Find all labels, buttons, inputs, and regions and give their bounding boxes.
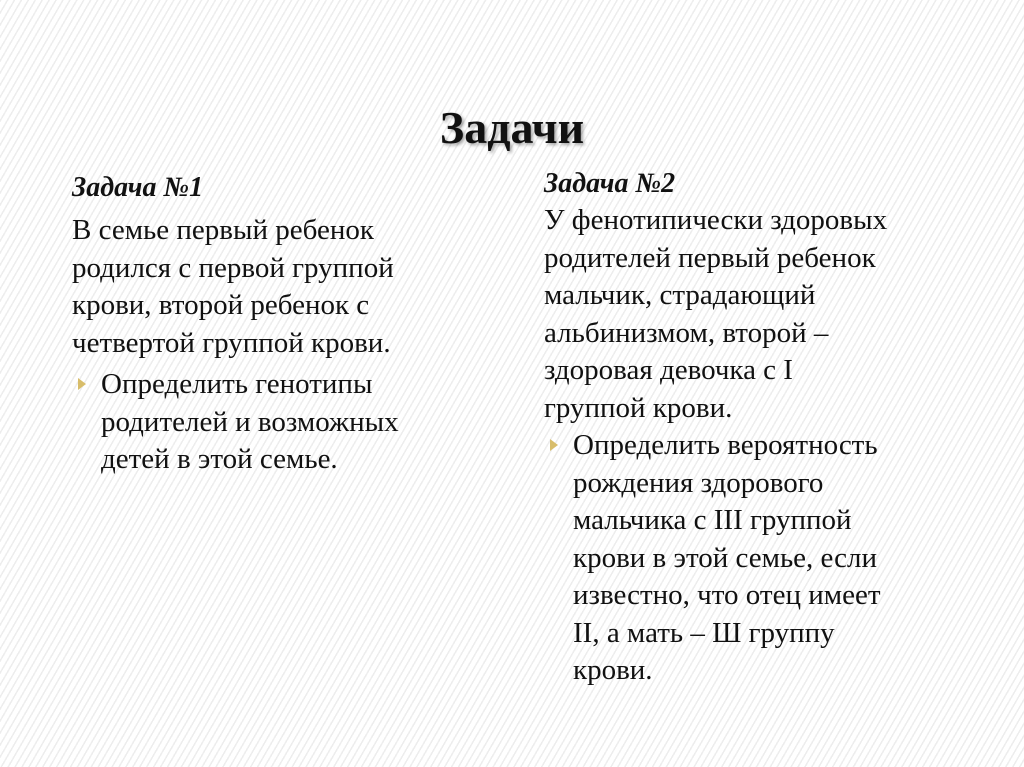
task-2-question-line: крови в этой семье, если xyxy=(573,541,878,574)
task-2-heading: Задача №2 xyxy=(544,168,676,199)
task-2-body-line: родителей первый ребенок xyxy=(544,241,876,274)
task-2-column xyxy=(544,166,974,690)
task-2-question-line: рождения здорового xyxy=(573,466,824,499)
task-2-question-line: мальчика с III группой xyxy=(573,504,852,536)
triangle-bullet-icon xyxy=(78,378,86,390)
task-2-body-line: альбинизмом, второй – xyxy=(544,316,829,349)
task-1-question-line: детей в этой семье. xyxy=(101,443,338,475)
task-1-body xyxy=(72,212,492,362)
task-2-body xyxy=(544,202,974,427)
task-2-question-line: известно, что отец имеет xyxy=(573,579,881,611)
task-1-body-line: крови, второй ребенок с xyxy=(72,289,370,321)
task-1-question-line: Определить генотипы xyxy=(101,368,373,400)
task-1-question-line: родителей и возможных xyxy=(101,405,399,438)
task-2-body-line: группой крови. xyxy=(544,391,733,424)
task-1-body-line: В семье первый ребенок xyxy=(72,214,374,246)
task-1-heading: Задача №1 xyxy=(72,172,204,203)
task-1-body-line: четвертой группой крови. xyxy=(72,326,391,359)
task-2-question-line: II, а мать – Ш группу xyxy=(573,616,835,649)
task-2-question-line: крови. xyxy=(573,654,653,686)
task-2-body-line: У фенотипически здоровых xyxy=(544,204,888,236)
slide-title: Задачи xyxy=(439,101,585,153)
task-1-body-line: родился с первой группой xyxy=(72,251,394,284)
task-1-column xyxy=(72,170,492,479)
task-2-body-line: мальчик, страдающий xyxy=(544,279,816,311)
triangle-bullet-icon xyxy=(550,439,558,451)
task-2-question xyxy=(544,427,974,690)
task-2-body-line: здоровая девочка с I xyxy=(544,354,793,386)
task-2-question-line: Определить вероятность xyxy=(573,429,878,461)
task-1-question xyxy=(72,366,492,479)
